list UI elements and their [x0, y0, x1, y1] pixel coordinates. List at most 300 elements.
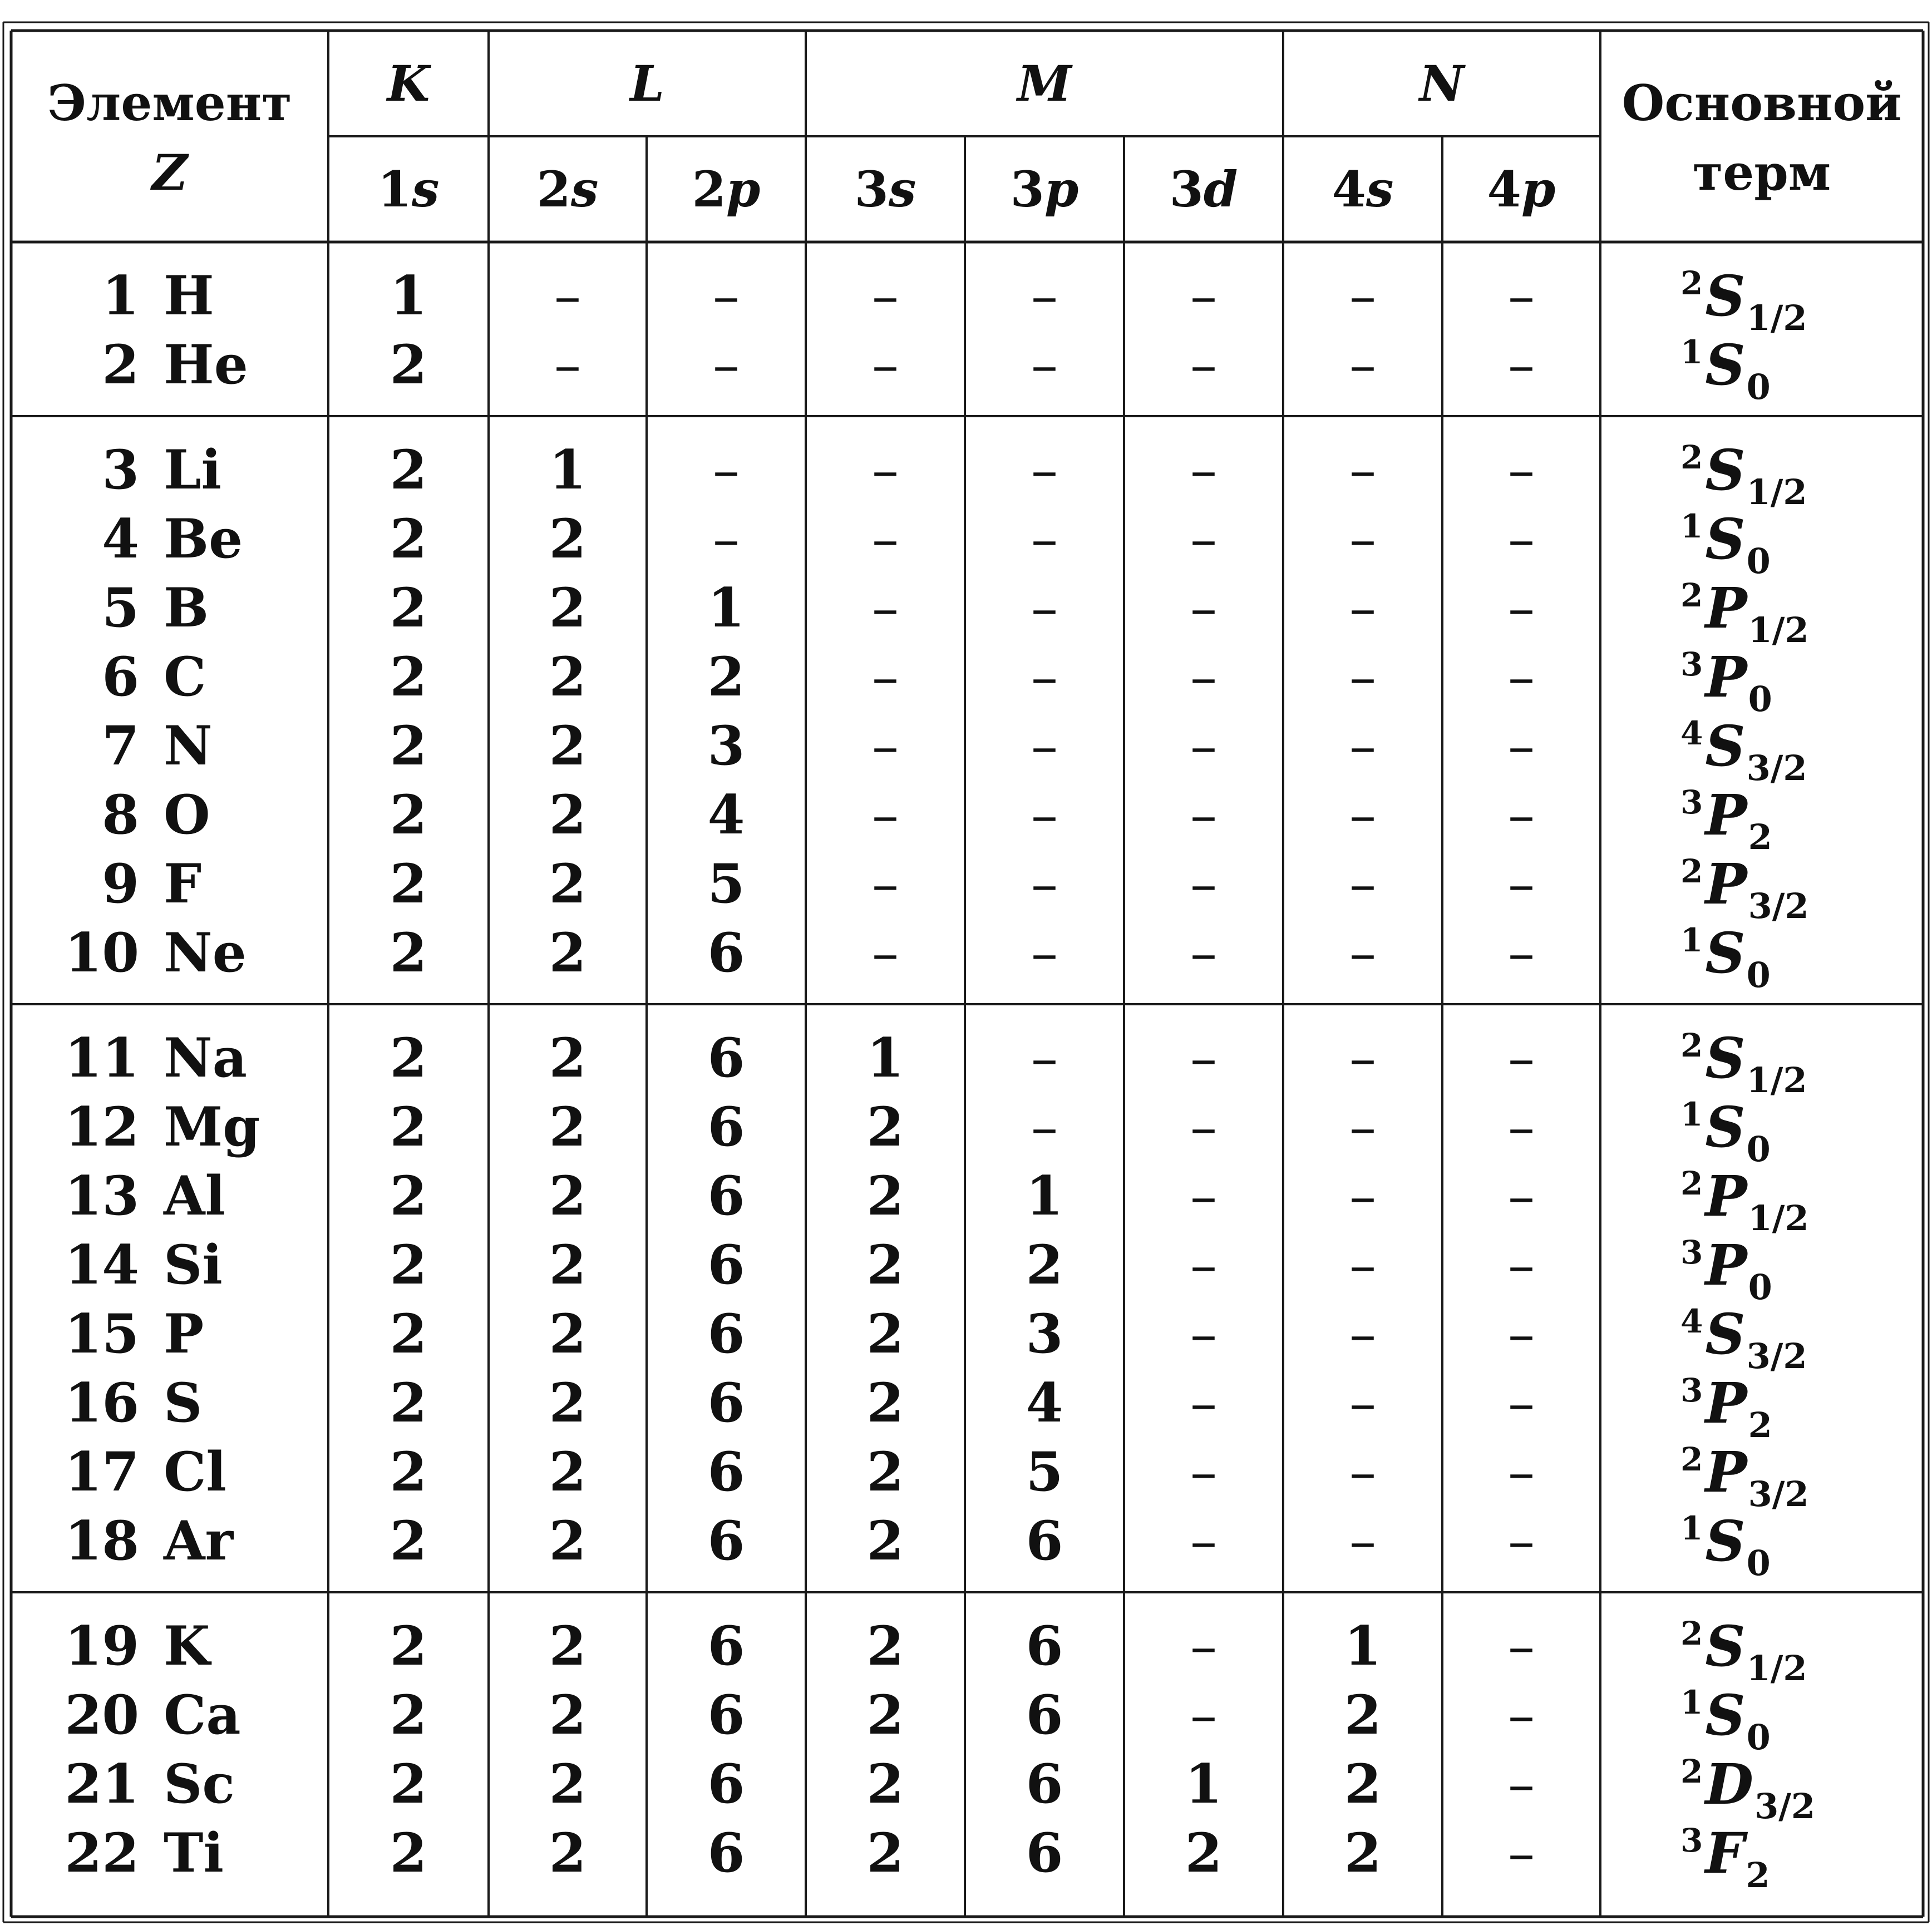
- atomic-number: 9: [102, 852, 139, 915]
- occupancy-cell: 6: [707, 1233, 745, 1296]
- occupancy-cell: 2: [549, 1371, 586, 1434]
- occupancy-cell: 2: [866, 1440, 904, 1503]
- ground-term: [1680, 1232, 1772, 1307]
- occupancy-cell: –: [1349, 1303, 1376, 1365]
- term-multiplicity: 1: [1680, 1095, 1703, 1133]
- occupancy-cell: –: [1349, 1234, 1376, 1296]
- occupancy-cell: 2: [549, 1684, 586, 1746]
- occupancy-cell: –: [1190, 439, 1217, 501]
- term-multiplicity: 4: [1680, 714, 1703, 752]
- occupancy-cell: –: [872, 646, 899, 708]
- element-symbol: Al: [164, 1164, 225, 1227]
- element-symbol: Cl: [164, 1440, 226, 1503]
- term-total-j: 0: [1748, 679, 1772, 719]
- term-total-j: 2: [1746, 1855, 1770, 1896]
- header-subshell-3s: 3 s: [854, 160, 916, 218]
- occupancy-cell: –: [1508, 1510, 1535, 1572]
- term-multiplicity: 2: [1680, 1026, 1703, 1064]
- occupancy-cell: 2: [549, 921, 586, 984]
- occupancy-cell: –: [1031, 508, 1058, 570]
- atomic-number: 19: [65, 1615, 139, 1677]
- term-orbital-letter: P: [1705, 1163, 1747, 1229]
- atomic-number: 18: [65, 1509, 139, 1572]
- occupancy-cell: –: [1508, 1303, 1535, 1365]
- occupancy-cell: 6: [1026, 1822, 1063, 1884]
- occupancy-cell: 6: [1026, 1509, 1063, 1572]
- element-symbol: Ti: [164, 1822, 224, 1884]
- header-subshell-4p: 4 p: [1487, 160, 1556, 218]
- occupancy-cell: 6: [707, 1615, 745, 1677]
- occupancy-cell: –: [1508, 1372, 1535, 1434]
- occupancy-cell: 2: [549, 714, 586, 777]
- occupancy-cell: 2: [866, 1822, 904, 1884]
- occupancy-cell: –: [1031, 1096, 1058, 1158]
- occupancy-cell: –: [1190, 1234, 1217, 1296]
- element-symbol: Si: [164, 1233, 223, 1296]
- occupancy-cell: 6: [707, 1302, 745, 1365]
- occupancy-cell: –: [1349, 922, 1376, 984]
- ground-term: [1680, 1301, 1807, 1376]
- occupancy-cell: –: [1031, 334, 1058, 396]
- ground-term: [1680, 1163, 1809, 1238]
- occupancy-cell: 2: [866, 1371, 904, 1434]
- element-symbol: N: [164, 714, 213, 777]
- term-multiplicity: 3: [1680, 1371, 1703, 1409]
- term-orbital-letter: P: [1705, 575, 1747, 641]
- atomic-number: 22: [65, 1822, 139, 1884]
- term-orbital-letter: S: [1705, 437, 1746, 503]
- term-orbital-letter: S: [1705, 1613, 1746, 1679]
- ground-term: [1680, 437, 1807, 512]
- occupancy-cell: –: [1508, 1234, 1535, 1296]
- occupancy-cell: 6: [707, 1164, 745, 1227]
- term-total-j: 3/2: [1748, 1474, 1809, 1514]
- occupancy-cell: –: [1508, 784, 1535, 846]
- atomic-number: 7: [102, 714, 139, 777]
- term-multiplicity: 1: [1680, 921, 1703, 959]
- atomic-number: 8: [102, 783, 139, 846]
- occupancy-cell: –: [1190, 334, 1217, 396]
- occupancy-cell: –: [1190, 265, 1217, 327]
- occupancy-cell: 2: [549, 1302, 586, 1365]
- header-shell-n: N: [1419, 55, 1465, 112]
- occupancy-cell: –: [1190, 1372, 1217, 1434]
- occupancy-cell: 2: [390, 1615, 427, 1677]
- header-shell-m: M: [1017, 55, 1072, 112]
- term-total-j: 1/2: [1746, 298, 1807, 338]
- occupancy-cell: 3: [707, 714, 745, 777]
- term-multiplicity: 2: [1680, 1753, 1703, 1790]
- occupancy-cell: 1: [1185, 1753, 1223, 1815]
- term-multiplicity: 3: [1680, 783, 1703, 821]
- term-orbital-letter: P: [1705, 1232, 1747, 1298]
- occupancy-cell: 1: [390, 264, 427, 327]
- occupancy-cell: –: [713, 265, 740, 327]
- term-orbital-letter: S: [1705, 920, 1746, 986]
- occupancy-cell: 2: [549, 1753, 586, 1815]
- term-orbital-letter: S: [1705, 713, 1746, 779]
- header-subshell-3p: 3 p: [1010, 160, 1079, 218]
- term-total-j: 3/2: [1754, 1786, 1816, 1827]
- occupancy-cell: 2: [390, 1371, 427, 1434]
- term-total-j: 0: [1748, 1267, 1772, 1307]
- occupancy-cell: 2: [390, 1822, 427, 1884]
- term-orbital-letter: P: [1705, 644, 1747, 710]
- term-orbital-letter: S: [1705, 506, 1746, 572]
- occupancy-cell: 6: [707, 1822, 745, 1884]
- occupancy-cell: –: [1508, 508, 1535, 570]
- ground-term: [1680, 1508, 1771, 1583]
- header-element-label: Элемент: [47, 74, 292, 132]
- element-symbol: Ar: [164, 1509, 234, 1572]
- term-total-j: 3/2: [1748, 886, 1809, 926]
- term-multiplicity: 2: [1680, 1615, 1703, 1652]
- term-orbital-letter: P: [1705, 851, 1747, 917]
- occupancy-cell: –: [1349, 265, 1376, 327]
- atomic-number: 20: [65, 1684, 139, 1746]
- occupancy-cell: –: [1031, 715, 1058, 777]
- occupancy-cell: –: [1031, 439, 1058, 501]
- occupancy-cell: 2: [549, 1233, 586, 1296]
- term-total-j: 0: [1746, 367, 1771, 407]
- occupancy-cell: 2: [549, 1822, 586, 1884]
- element-symbol: O: [164, 783, 210, 846]
- atomic-number: 3: [102, 438, 139, 501]
- ground-term: [1680, 782, 1772, 857]
- header-subshell-1s: 1 s: [377, 160, 440, 218]
- occupancy-cell: –: [1508, 922, 1535, 984]
- occupancy-cell: 2: [866, 1164, 904, 1227]
- term-orbital-letter: S: [1705, 1025, 1746, 1091]
- occupancy-cell: 2: [549, 1440, 586, 1503]
- occupancy-cell: 6: [1026, 1753, 1063, 1815]
- term-multiplicity: 2: [1680, 1440, 1703, 1478]
- term-orbital-letter: D: [1705, 1751, 1754, 1817]
- occupancy-cell: 2: [549, 783, 586, 846]
- occupancy-cell: 2: [1344, 1753, 1382, 1815]
- term-multiplicity: 2: [1680, 1164, 1703, 1202]
- occupancy-cell: –: [872, 265, 899, 327]
- term-orbital-letter: S: [1705, 1094, 1746, 1160]
- occupancy-cell: –: [1349, 334, 1376, 396]
- occupancy-cell: –: [1349, 1372, 1376, 1434]
- ground-term: [1680, 506, 1771, 581]
- ground-term: [1680, 1751, 1816, 1827]
- occupancy-cell: –: [1190, 1303, 1217, 1365]
- occupancy-cell: 4: [1026, 1371, 1063, 1434]
- ground-term: [1680, 851, 1809, 926]
- occupancy-cell: 2: [866, 1302, 904, 1365]
- term-orbital-letter: P: [1705, 1370, 1747, 1436]
- term-total-j: 3/2: [1746, 748, 1807, 788]
- occupancy-cell: 2: [549, 1026, 586, 1089]
- term-multiplicity: 3: [1680, 645, 1703, 683]
- element-symbol: S: [164, 1371, 203, 1434]
- occupancy-cell: –: [1508, 646, 1535, 708]
- occupancy-cell: 2: [390, 1026, 427, 1089]
- occupancy-cell: –: [1190, 508, 1217, 570]
- occupancy-cell: 2: [390, 507, 427, 570]
- occupancy-cell: 2: [390, 1684, 427, 1746]
- element-symbol: Ca: [164, 1684, 241, 1746]
- atomic-number: 6: [102, 645, 139, 708]
- term-multiplicity: 3: [1680, 1822, 1703, 1859]
- occupancy-cell: –: [713, 508, 740, 570]
- occupancy-cell: –: [1508, 577, 1535, 639]
- occupancy-cell: –: [1190, 853, 1217, 915]
- occupancy-cell: 2: [390, 438, 427, 501]
- occupancy-cell: 2: [1344, 1822, 1382, 1884]
- occupancy-cell: 6: [707, 1026, 745, 1089]
- occupancy-cell: –: [713, 439, 740, 501]
- element-symbol: B: [164, 576, 209, 639]
- header-term-label-1: Основной: [1621, 74, 1902, 132]
- occupancy-cell: 2: [1344, 1684, 1382, 1746]
- ground-term: [1680, 1682, 1771, 1758]
- term-orbital-letter: S: [1705, 332, 1746, 398]
- occupancy-cell: –: [1031, 853, 1058, 915]
- occupancy-cell: –: [1190, 784, 1217, 846]
- occupancy-cell: 1: [1026, 1164, 1063, 1227]
- term-total-j: 1/2: [1748, 610, 1809, 650]
- occupancy-cell: –: [713, 334, 740, 396]
- term-total-j: 3/2: [1746, 1336, 1807, 1376]
- header-subshell-3d: 3 d: [1169, 160, 1238, 218]
- ground-term: [1680, 263, 1807, 338]
- header-shell-l: L: [630, 55, 664, 112]
- occupancy-cell: –: [1190, 1165, 1217, 1227]
- occupancy-cell: –: [1190, 1510, 1217, 1572]
- occupancy-cell: 2: [390, 1302, 427, 1365]
- occupancy-cell: 2: [390, 921, 427, 984]
- ground-term: [1680, 575, 1809, 650]
- occupancy-cell: –: [1031, 577, 1058, 639]
- ground-term: [1680, 1613, 1807, 1689]
- term-multiplicity: 3: [1680, 1233, 1703, 1271]
- occupancy-cell: 2: [390, 852, 427, 915]
- occupancy-cell: 2: [549, 576, 586, 639]
- occupancy-cell: –: [1508, 853, 1535, 915]
- occupancy-cell: –: [1508, 1822, 1535, 1884]
- element-symbol: C: [164, 645, 206, 708]
- occupancy-cell: –: [1508, 1684, 1535, 1746]
- occupancy-cell: –: [1190, 1096, 1217, 1158]
- occupancy-cell: 1: [1344, 1615, 1382, 1677]
- term-orbital-letter: S: [1705, 1508, 1746, 1574]
- occupancy-cell: 5: [707, 852, 745, 915]
- occupancy-cell: –: [1031, 646, 1058, 708]
- occupancy-cell: –: [1190, 1027, 1217, 1089]
- occupancy-cell: 6: [707, 1753, 745, 1815]
- occupancy-cell: –: [1190, 577, 1217, 639]
- occupancy-cell: –: [1508, 334, 1535, 396]
- occupancy-cell: –: [1190, 1684, 1217, 1746]
- occupancy-cell: –: [1508, 1165, 1535, 1227]
- atomic-number: 1: [102, 264, 139, 327]
- occupancy-cell: –: [1349, 646, 1376, 708]
- element-symbol: P: [164, 1302, 204, 1365]
- occupancy-cell: 6: [707, 1684, 745, 1746]
- atomic-number: 21: [65, 1753, 139, 1815]
- ground-term: [1680, 644, 1772, 719]
- ground-term: [1680, 1370, 1772, 1445]
- header-subshell-2p: 2 p: [692, 160, 761, 218]
- term-multiplicity: 4: [1680, 1302, 1703, 1340]
- occupancy-cell: –: [1349, 1165, 1376, 1227]
- element-symbol: Sc: [164, 1753, 235, 1815]
- occupancy-cell: 2: [390, 645, 427, 708]
- atomic-number: 13: [65, 1164, 139, 1227]
- occupancy-cell: 2: [549, 1509, 586, 1572]
- occupancy-cell: –: [554, 265, 581, 327]
- header-subshell-4s: 4 s: [1332, 160, 1394, 218]
- occupancy-cell: 2: [866, 1753, 904, 1815]
- occupancy-cell: 2: [549, 1164, 586, 1227]
- occupancy-cell: –: [1508, 715, 1535, 777]
- occupancy-cell: 6: [707, 1371, 745, 1434]
- atomic-number: 15: [65, 1302, 139, 1365]
- occupancy-cell: 4: [707, 783, 745, 846]
- element-symbol: He: [164, 333, 248, 396]
- term-total-j: 1/2: [1746, 472, 1807, 512]
- atomic-number: 14: [65, 1233, 139, 1296]
- occupancy-cell: 6: [707, 921, 745, 984]
- element-symbol: Ne: [164, 921, 247, 984]
- term-orbital-letter: S: [1705, 1301, 1746, 1367]
- ground-term: [1680, 920, 1771, 995]
- term-total-j: 0: [1746, 1129, 1771, 1169]
- term-total-j: 0: [1746, 955, 1771, 995]
- occupancy-cell: 2: [866, 1615, 904, 1677]
- element-symbol: Na: [164, 1026, 247, 1089]
- occupancy-cell: –: [1190, 715, 1217, 777]
- occupancy-cell: –: [554, 334, 581, 396]
- atomic-number: 5: [102, 576, 139, 639]
- atomic-number: 12: [65, 1095, 139, 1158]
- occupancy-cell: 5: [1026, 1440, 1063, 1503]
- occupancy-cell: –: [872, 853, 899, 915]
- occupancy-cell: 2: [390, 1509, 427, 1572]
- occupancy-cell: –: [1190, 646, 1217, 708]
- occupancy-cell: –: [872, 922, 899, 984]
- term-multiplicity: 1: [1680, 1509, 1703, 1547]
- header-term-label-2: терм: [1692, 144, 1831, 201]
- occupancy-cell: –: [1508, 1027, 1535, 1089]
- atomic-number: 10: [65, 921, 139, 984]
- occupancy-cell: –: [1031, 265, 1058, 327]
- occupancy-cell: 2: [390, 333, 427, 396]
- atomic-number: 2: [102, 333, 139, 396]
- term-orbital-letter: P: [1705, 1439, 1747, 1505]
- ground-term: [1680, 1094, 1771, 1169]
- occupancy-cell: –: [1508, 439, 1535, 501]
- occupancy-cell: –: [1349, 853, 1376, 915]
- occupancy-cell: 2: [390, 783, 427, 846]
- term-total-j: 1/2: [1746, 1648, 1807, 1689]
- term-multiplicity: 1: [1680, 507, 1703, 545]
- occupancy-cell: 2: [866, 1233, 904, 1296]
- occupancy-cell: –: [1190, 922, 1217, 984]
- occupancy-cell: –: [872, 784, 899, 846]
- occupancy-cell: –: [1349, 715, 1376, 777]
- occupancy-cell: –: [1349, 1027, 1376, 1089]
- term-total-j: 0: [1746, 1543, 1771, 1583]
- term-total-j: 1/2: [1748, 1198, 1809, 1238]
- occupancy-cell: 1: [707, 576, 745, 639]
- occupancy-cell: –: [1508, 1753, 1535, 1815]
- occupancy-cell: 2: [549, 645, 586, 708]
- occupancy-cell: 2: [390, 1095, 427, 1158]
- term-total-j: 0: [1746, 541, 1771, 581]
- occupancy-cell: –: [1349, 508, 1376, 570]
- occupancy-cell: –: [872, 715, 899, 777]
- occupancy-cell: 2: [549, 507, 586, 570]
- occupancy-cell: –: [1031, 784, 1058, 846]
- occupancy-cell: 2: [549, 1095, 586, 1158]
- occupancy-cell: 2: [1026, 1233, 1063, 1296]
- occupancy-cell: –: [1349, 784, 1376, 846]
- element-symbol: Li: [164, 438, 221, 501]
- occupancy-cell: –: [872, 439, 899, 501]
- occupancy-cell: 6: [1026, 1684, 1063, 1746]
- occupancy-cell: 3: [1026, 1302, 1063, 1365]
- header-z-label: Z: [151, 144, 188, 201]
- occupancy-cell: 2: [1185, 1822, 1223, 1884]
- occupancy-cell: 6: [707, 1095, 745, 1158]
- term-multiplicity: 2: [1680, 852, 1703, 890]
- term-multiplicity: 2: [1680, 576, 1703, 614]
- term-total-j: 2: [1748, 1405, 1772, 1445]
- occupancy-cell: 6: [1026, 1615, 1063, 1677]
- occupancy-cell: 2: [390, 1440, 427, 1503]
- occupancy-cell: –: [1508, 265, 1535, 327]
- atomic-number: 17: [65, 1440, 139, 1503]
- occupancy-cell: –: [1349, 1510, 1376, 1572]
- occupancy-cell: –: [1508, 1096, 1535, 1158]
- occupancy-cell: –: [1508, 1615, 1535, 1677]
- ground-term: [1680, 332, 1771, 407]
- occupancy-cell: 2: [549, 1615, 586, 1677]
- occupancy-cell: 2: [390, 1164, 427, 1227]
- element-symbol: Be: [164, 507, 243, 570]
- occupancy-cell: –: [1031, 1027, 1058, 1089]
- ground-term: [1680, 1820, 1770, 1896]
- occupancy-cell: 2: [866, 1095, 904, 1158]
- occupancy-cell: –: [872, 508, 899, 570]
- element-symbol: K: [164, 1615, 210, 1677]
- element-symbol: H: [164, 264, 214, 327]
- occupancy-cell: –: [1349, 439, 1376, 501]
- header-shell-k: K: [387, 55, 430, 112]
- occupancy-cell: 6: [707, 1440, 745, 1503]
- occupancy-cell: 2: [866, 1684, 904, 1746]
- occupancy-cell: –: [872, 577, 899, 639]
- term-orbital-letter: S: [1705, 1682, 1746, 1748]
- occupancy-cell: 6: [707, 1509, 745, 1572]
- occupancy-cell: 2: [390, 576, 427, 639]
- atomic-number: 4: [102, 507, 139, 570]
- term-orbital-letter: S: [1705, 263, 1746, 329]
- term-multiplicity: 1: [1680, 1684, 1703, 1721]
- element-symbol: F: [164, 852, 202, 915]
- term-orbital-letter: P: [1705, 782, 1747, 848]
- occupancy-cell: –: [1190, 1615, 1217, 1677]
- occupancy-cell: –: [1349, 1441, 1376, 1503]
- occupancy-cell: 2: [866, 1509, 904, 1572]
- occupancy-cell: 2: [549, 852, 586, 915]
- atomic-number: 11: [65, 1026, 139, 1089]
- occupancy-cell: –: [1349, 577, 1376, 639]
